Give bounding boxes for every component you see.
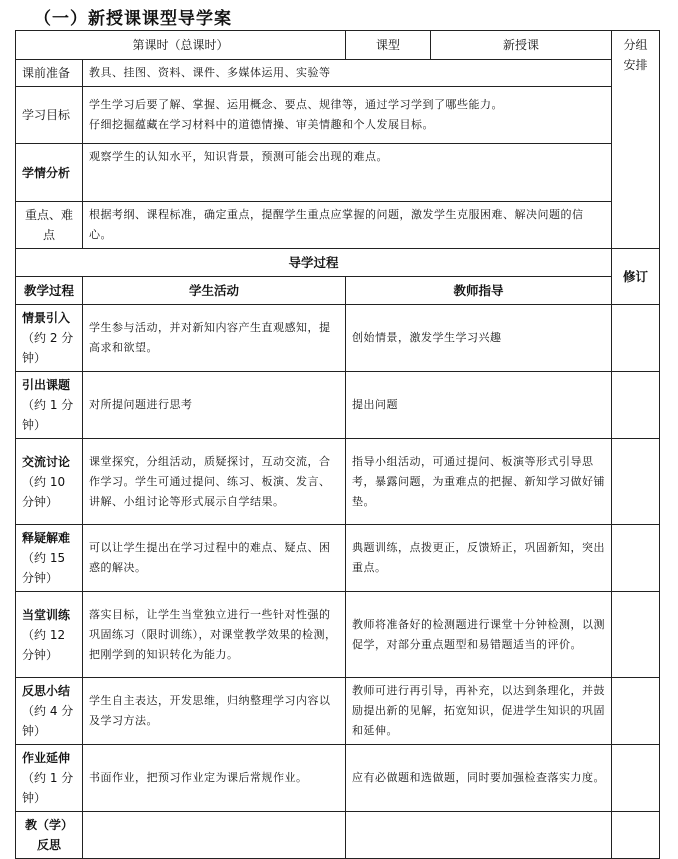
keypoints-value: 根据考纲、课程标准，确定重点，提醒学生重点应掌握的问题，激发学生克服困难、解决问题的信心。 xyxy=(83,202,612,249)
type-label: 课型 xyxy=(346,31,431,60)
stage-time: （约 4 分钟） xyxy=(22,704,74,738)
header-row xyxy=(16,31,660,60)
stage-revise xyxy=(612,678,660,745)
stage-time: （约 1 分钟） xyxy=(22,398,74,432)
stage-cell xyxy=(16,372,83,439)
type-value: 新授课 xyxy=(431,31,612,60)
stage-revise xyxy=(612,439,660,525)
stage-time: （约 1 分钟） xyxy=(22,771,74,805)
stage-row xyxy=(16,305,660,372)
reflection-teacher xyxy=(346,812,612,859)
stage-name: 反思小结 xyxy=(22,684,71,698)
stage-teacher: 典题训练，点拨更正，反馈矫正，巩固新知，突出重点。 xyxy=(346,525,612,592)
stage-cell xyxy=(16,745,83,812)
stage-student: 课堂探究，分组活动，质疑探讨，互动交流，合作学习。学生可通过提问、练习、板演、发言、讲解、小组讨论等形式展示自学结果。 xyxy=(83,439,346,525)
page-title: （一）新授课课型导学案 xyxy=(34,9,232,29)
analysis-row xyxy=(16,144,660,202)
stage-teacher: 指导小组活动，可通过提问、板演等形式引导思考，暴露问题，为重难点的把握、新知学习做好铺垫。 xyxy=(346,439,612,525)
goals-row xyxy=(16,87,660,144)
stage-time: （约 10 分钟） xyxy=(22,474,66,509)
stage-cell xyxy=(16,592,83,678)
stage-name: 作业延伸 xyxy=(22,751,71,765)
stage-student: 对所提问题进行思考 xyxy=(83,372,346,439)
stage-row xyxy=(16,525,660,592)
stage-row xyxy=(16,592,660,678)
stage-teacher: 创始情景，激发学生学习兴趣 xyxy=(346,305,612,372)
stage-student: 书面作业，把预习作业定为课后常规作业。 xyxy=(83,745,346,812)
lesson-plan-table xyxy=(15,30,660,859)
col-teacher-header: 教师指导 xyxy=(346,277,612,305)
stage-name: 当堂训练 xyxy=(22,607,71,622)
stage-teacher: 提出问题 xyxy=(346,372,612,439)
prep-value: 教具、挂图、资料、课件、多媒体运用、实验等 xyxy=(83,60,612,87)
stage-name: 引出课题 xyxy=(22,378,71,392)
stage-revise xyxy=(612,745,660,812)
stage-student: 可以让学生提出在学习过程中的难点、疑点、困惑的解决。 xyxy=(83,525,346,592)
stage-student: 学生自主表达，开发思维，归纳整理学习内容以及学习方法。 xyxy=(83,678,346,745)
goals-value xyxy=(83,87,612,144)
stage-cell xyxy=(16,439,83,525)
prep-row xyxy=(16,60,660,87)
analysis-value: 观察学生的认知水平，知识背景，预测可能会出现的难点。 xyxy=(83,144,612,202)
stage-row xyxy=(16,745,660,812)
stage-teacher: 教师可进行再引导，再补充，以达到条理化，并鼓励提出新的见解，拓宽知识，促进学生知识的巩固和延伸。 xyxy=(346,678,612,745)
stage-row xyxy=(16,372,660,439)
stage-time: （约 2 分钟） xyxy=(22,331,74,365)
process-title-row xyxy=(16,249,660,277)
stage-time: （约 12 分钟） xyxy=(22,627,66,662)
stage-teacher: 教师将准备好的检测题进行课堂十分钟检测，以测促学，对部分重点题型和易错题适当的评价。 xyxy=(346,592,612,678)
stage-name: 交流讨论 xyxy=(22,454,71,469)
process-header-row xyxy=(16,277,660,305)
reflection-student xyxy=(83,812,346,859)
goals-line-2: 仔细挖掘蕴藏在学习材料中的道德情操、审美情趣和个人发展目标。 xyxy=(89,118,434,131)
stage-revise xyxy=(612,372,660,439)
goals-label: 学习目标 xyxy=(16,87,83,144)
stage-row xyxy=(16,439,660,525)
stage-cell xyxy=(16,305,83,372)
stage-cell xyxy=(16,678,83,745)
stage-teacher: 应有必做题和选做题，同时要加强检查落实力度。 xyxy=(346,745,612,812)
analysis-label: 学情分析 xyxy=(16,144,83,202)
revise-label: 修订 xyxy=(612,249,660,305)
col-student-header: 学生活动 xyxy=(83,277,346,305)
col-stage-header: 教学过程 xyxy=(16,277,83,305)
reflection-revise xyxy=(612,812,660,859)
stage-time: （约 15 分钟） xyxy=(22,551,66,585)
stage-revise xyxy=(612,305,660,372)
stage-name: 释疑解难 xyxy=(22,531,71,545)
process-title: 导学过程 xyxy=(16,249,612,277)
reflection-row xyxy=(16,812,660,859)
stage-row xyxy=(16,678,660,745)
prep-label: 课前准备 xyxy=(16,60,83,87)
group-arrangement: 分组安排 xyxy=(612,31,660,249)
keypoints-row xyxy=(16,202,660,249)
stage-revise xyxy=(612,525,660,592)
stage-student: 学生参与活动，并对新知内容产生直观感知，提高求和欲望。 xyxy=(83,305,346,372)
goals-line-1: 学生学习后要了解、掌握、运用概念、要点、规律等，通过学习学到了哪些能力。 xyxy=(89,98,503,111)
keypoints-label: 重点、难点 xyxy=(16,202,83,249)
stage-student: 落实目标，让学生当堂独立进行一些针对性强的巩固练习（限时训练），对课堂教学效果的检测，把刚学到的知识转化为能力。 xyxy=(83,592,346,678)
stage-cell xyxy=(16,525,83,592)
stage-name: 情景引入 xyxy=(22,311,71,325)
reflection-label: 教（学）反思 xyxy=(16,812,83,859)
stage-revise xyxy=(612,592,660,678)
period-cell: 第课时（总课时） xyxy=(16,31,346,60)
